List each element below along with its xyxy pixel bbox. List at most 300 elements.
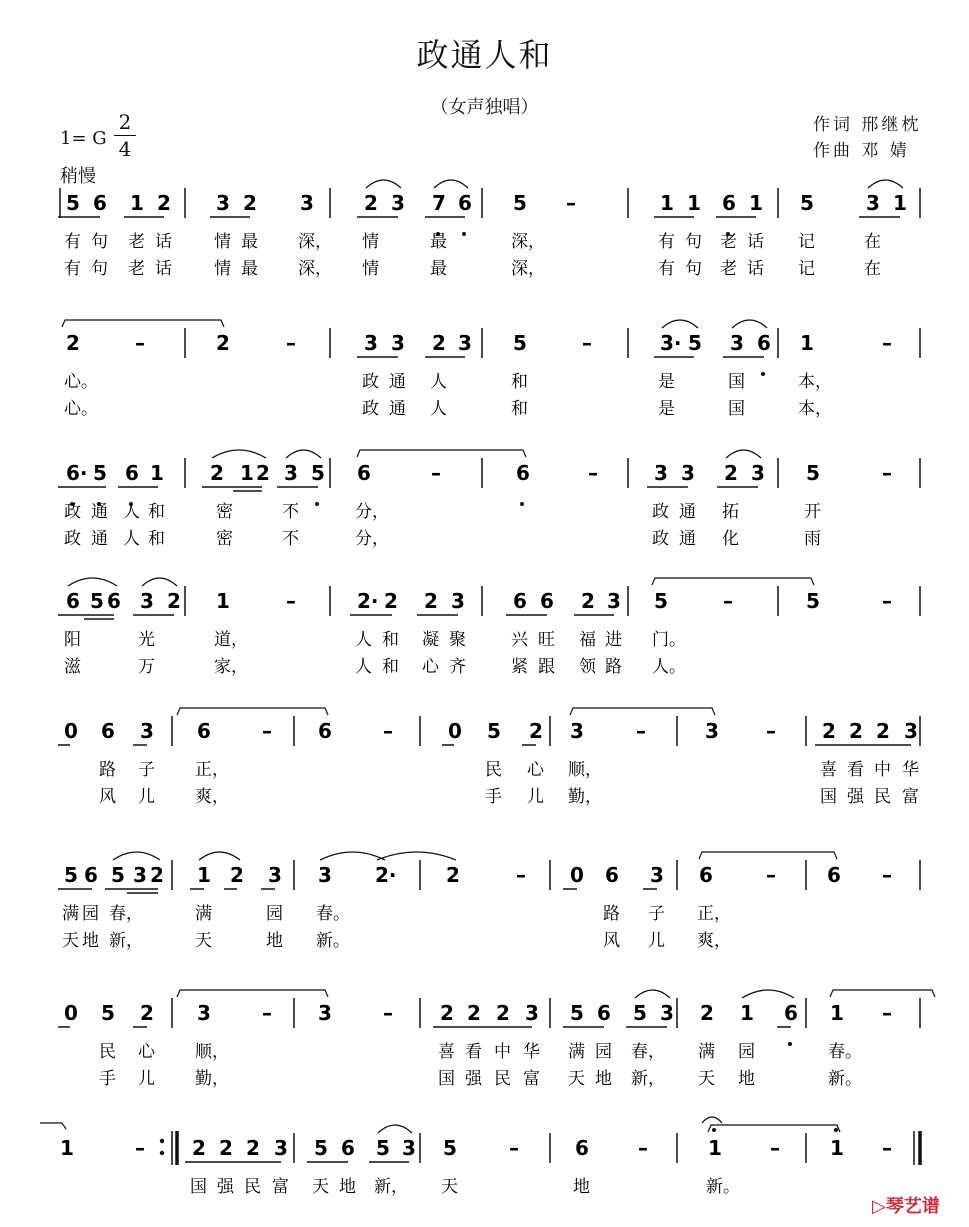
note: 2 (384, 589, 398, 613)
repeat-dot (160, 1151, 164, 1155)
note: 6 (458, 191, 472, 215)
lyric-verse-1: 本， (798, 372, 832, 392)
key-signature: 1= G (60, 128, 107, 149)
note: – (882, 1136, 892, 1160)
note: 2 (150, 863, 164, 887)
lyric-verse-2: 地 (738, 1069, 755, 1089)
note: – (582, 331, 592, 355)
lyric-verse-2: 国 (820, 787, 837, 807)
lyric-verse-2: 民 (874, 787, 891, 807)
lyric-verse-1: 人 (430, 372, 447, 392)
lyric-verse-1: 兴 (511, 630, 528, 650)
lyric-verse-2: 人 (123, 529, 140, 549)
lyric-verse-1: 道， (214, 630, 248, 650)
lyric-verse-2: 记 (798, 259, 815, 279)
lyric-verse-1: 进 (605, 630, 622, 650)
lyric-verse-2: 儿 (138, 1069, 155, 1089)
lyric-verse-1: 政 (652, 502, 669, 522)
lyric-verse-1: 满 (568, 1042, 585, 1062)
lyric-verse-2: 天 (698, 1069, 715, 1089)
lyric-verse-2: 国 (728, 399, 745, 419)
lyric-verse-1: 通 (679, 502, 696, 522)
note: 6 (341, 1136, 355, 1160)
slur (868, 180, 903, 188)
logo-icon: ▷ (872, 1196, 886, 1217)
lyric-verse-2: 在 (864, 259, 881, 279)
note: 6 (784, 1001, 798, 1025)
lyric-verse-2: 爽， (697, 931, 731, 951)
lyric-verse-2: 句 (685, 259, 702, 279)
lyric-verse-1: 民 (485, 760, 502, 780)
lyric-verse-1: 路 (603, 904, 620, 924)
lyric-verse-1: 最 (241, 232, 258, 252)
lyric-verse-2: 和 (382, 657, 399, 677)
tie (830, 990, 935, 997)
note: 2 (192, 1136, 206, 1160)
lyric-verse-1: 路 (99, 760, 116, 780)
tie (708, 1125, 840, 1132)
lyric-verse-2: 情 (214, 259, 231, 279)
note: 3 (140, 589, 154, 613)
note: 1 (830, 1136, 844, 1160)
lyric-verse-1: 旺 (538, 630, 555, 650)
note: – (135, 1136, 145, 1160)
note: 3 (197, 1001, 211, 1025)
lyric-verse-1: 有 (64, 232, 81, 252)
note: 6 (757, 331, 771, 355)
note: 3 (391, 191, 405, 215)
note: 5 (513, 331, 527, 355)
high-octave-dot (712, 1128, 716, 1132)
slur (742, 990, 794, 998)
note: 2 (243, 191, 257, 215)
song-title: 政通人和 (416, 36, 553, 74)
note: 6 (575, 1136, 589, 1160)
slur (113, 852, 160, 860)
tie (177, 990, 328, 997)
lyric-verse-1: 心 (138, 1042, 155, 1062)
slur (726, 450, 761, 458)
note: 2 (167, 589, 181, 613)
lyric-verse-1: 老 (128, 232, 145, 252)
note: 6 (125, 461, 139, 485)
slur (378, 1125, 412, 1133)
note: 6 (107, 589, 121, 613)
time-signature-bottom: 4 (118, 137, 132, 161)
note: 2 (496, 1001, 510, 1025)
lyric-verse-1: 通 (389, 372, 406, 392)
lyric-verse-1: 喜 (438, 1042, 455, 1062)
lyric-verse-1: 句 (685, 232, 702, 252)
note: 2 (529, 719, 543, 743)
note: 2 (446, 863, 460, 887)
lyric-verse-2: 话 (747, 259, 764, 279)
note: 6 (516, 461, 530, 485)
note: 5 (90, 589, 104, 613)
note: 2 (432, 331, 446, 355)
lyric-verse-1: 满 (62, 904, 79, 924)
note: – (882, 331, 892, 355)
lyric-verse-1: 满 (698, 1042, 715, 1062)
lyric-verse-1: 新， (374, 1177, 408, 1197)
note: 6 (93, 191, 107, 215)
note: – (588, 461, 598, 485)
note: 5 (311, 461, 325, 485)
lyric-verse-2: 通 (91, 529, 108, 549)
note: 1 (150, 461, 164, 485)
note: 3 (274, 1136, 288, 1160)
lyric-verse-1: 园 (266, 904, 283, 924)
lyric-verse-2: 新。 (316, 931, 350, 951)
lyric-verse-2: 本， (798, 399, 832, 419)
note: 1 (687, 191, 701, 215)
lyric-verse-2: 新。 (828, 1069, 862, 1089)
note: 6 (722, 191, 736, 215)
lyric-verse-2: 政 (652, 529, 669, 549)
slur (142, 578, 177, 586)
lyric-verse-2: 情 (362, 259, 379, 279)
site-logo (872, 1192, 940, 1218)
lyric-verse-2: 心。 (64, 399, 98, 419)
note: 1 (216, 589, 230, 613)
note: 5 (376, 1136, 390, 1160)
note: 3 (451, 589, 465, 613)
tie (570, 708, 715, 715)
lyric-verse-1: 是 (658, 372, 675, 392)
high-octave-dot (834, 1128, 838, 1132)
note: 1 (740, 1001, 754, 1025)
note: 1 (240, 461, 254, 485)
lyric-verse-2: 天 (195, 931, 212, 951)
note: 5 (633, 1001, 647, 1025)
note: 5 (570, 1001, 584, 1025)
note: 6· (66, 461, 88, 485)
note: 3· (660, 331, 682, 355)
slur (434, 180, 468, 188)
note: 1 (893, 191, 907, 215)
fermata (702, 1117, 722, 1123)
note: 3 (300, 191, 314, 215)
lyric-verse-1: 中 (874, 760, 891, 780)
lyric-verse-2: 化 (722, 529, 739, 549)
lyric-verse-1: 看 (465, 1042, 482, 1062)
lyric-verse-1: 地 (573, 1177, 590, 1197)
lyric-verse-1: 中 (494, 1042, 511, 1062)
lyric-verse-2: 有 (658, 259, 675, 279)
note: 3 (140, 719, 154, 743)
note: 3 (458, 331, 472, 355)
lyric-verse-1: 天 (312, 1177, 329, 1197)
lyric-verse-1: 老 (720, 232, 737, 252)
note: 5 (654, 589, 668, 613)
slur (732, 320, 767, 328)
note: 3 (318, 1001, 332, 1025)
note: – (135, 331, 145, 355)
lyric-verse-1: 强 (217, 1177, 234, 1197)
note: 6 (101, 719, 115, 743)
note: 2 (849, 719, 863, 743)
lyric-verse-1: 天 (441, 1177, 458, 1197)
note: 5 (101, 1001, 115, 1025)
song-subtitle: （女声独唱） (430, 97, 539, 118)
lyric-verse-2: 和 (511, 399, 528, 419)
note: 3 (284, 461, 298, 485)
note: – (286, 331, 296, 355)
lyric-verse-1: 深， (298, 232, 332, 252)
lyric-verse-1: 拓 (722, 502, 739, 522)
note: 2 (822, 719, 836, 743)
note: 2 (467, 1001, 481, 1025)
lyric-verse-2: 新， (109, 931, 143, 951)
lyric-verse-2: 雨 (804, 529, 821, 549)
note: 2 (216, 331, 230, 355)
note: 0 (64, 719, 78, 743)
note: 2 (210, 461, 224, 485)
note: 5 (93, 461, 107, 485)
lyric-verse-1: 不 (282, 502, 299, 522)
note: – (383, 719, 393, 743)
slur (199, 852, 240, 860)
slur (212, 450, 266, 458)
lyric-verse-2: 话 (155, 259, 172, 279)
lyric-verse-2: 分， (355, 529, 389, 549)
note: 3 (268, 863, 282, 887)
note: 2 (364, 191, 378, 215)
note: – (262, 719, 272, 743)
note: 6 (318, 719, 332, 743)
lyric-verse-1: 句 (91, 232, 108, 252)
tie (62, 320, 224, 327)
low-octave-dot (520, 502, 524, 506)
note: 2 (66, 331, 80, 355)
composer-credit: 作曲 邓 婧 (813, 141, 910, 161)
lyric-verse-2: 老 (128, 259, 145, 279)
note: 2 (230, 863, 244, 887)
lyric-verse-2: 心 (422, 657, 439, 677)
lyric-verse-1: 园 (738, 1042, 755, 1062)
lyric-verse-2: 老 (720, 259, 737, 279)
note: – (383, 1001, 393, 1025)
note: 5 (443, 1136, 457, 1160)
note: 1 (660, 191, 674, 215)
note: 3 (607, 589, 621, 613)
note: – (509, 1136, 519, 1160)
lyric-verse-2: 通 (679, 529, 696, 549)
note: 6 (357, 461, 371, 485)
note: 5 (64, 863, 78, 887)
note: 2 (876, 719, 890, 743)
lyric-verse-1: 人 (355, 630, 372, 650)
lyric-verse-1: 聚 (449, 630, 466, 650)
lyric-verse-2: 地 (82, 931, 99, 951)
note: 2· (357, 589, 379, 613)
note: – (882, 589, 892, 613)
lyric-verse-2: 齐 (449, 657, 466, 677)
low-octave-dot (462, 232, 466, 236)
tie-continuation (40, 1123, 66, 1129)
note: 2 (246, 1136, 260, 1160)
note: 3 (364, 331, 378, 355)
lyric-verse-2: 强 (847, 787, 864, 807)
low-octave-dot (788, 1042, 792, 1046)
lyric-verse-1: 最 (430, 232, 447, 252)
note: – (262, 1001, 272, 1025)
note: – (766, 863, 776, 887)
lyric-verse-2: 家， (214, 657, 248, 677)
lyric-verse-1: 人 (123, 502, 140, 522)
lyric-verse-1: 正， (195, 760, 229, 780)
note: 3 (904, 719, 918, 743)
lyric-verse-2: 人 (430, 399, 447, 419)
lyric-verse-1: 门。 (652, 630, 686, 650)
lyric-verse-2: 万 (138, 657, 155, 677)
note: 6 (66, 589, 80, 613)
lyric-verse-2: 儿 (648, 931, 665, 951)
lyric-verse-2: 地 (266, 931, 283, 951)
lyric-verse-1: 顺， (568, 760, 602, 780)
lyric-verse-2: 民 (494, 1069, 511, 1089)
lyric-verse-2: 密 (216, 529, 233, 549)
tie (652, 578, 814, 585)
note: 0 (448, 719, 462, 743)
note: 1 (708, 1136, 722, 1160)
lyric-verse-2: 爽， (195, 787, 229, 807)
lyric-verse-1: 国 (728, 372, 745, 392)
lyric-verse-2: 国 (438, 1069, 455, 1089)
note: – (882, 461, 892, 485)
note: 3 (318, 863, 332, 887)
lyric-verse-1: 喜 (820, 760, 837, 780)
lyric-verse-2: 不 (282, 529, 299, 549)
note: 0 (570, 863, 584, 887)
note: 6 (513, 589, 527, 613)
lyric-verse-1: 政 (64, 502, 81, 522)
tie (177, 708, 328, 715)
tie (699, 852, 837, 859)
note: 5 (806, 461, 820, 485)
note: 2 (581, 589, 595, 613)
lyric-verse-1: 和 (148, 502, 165, 522)
lyric-verse-1: 地 (339, 1177, 356, 1197)
note: 3 (391, 331, 405, 355)
lyric-verse-1: 在 (864, 232, 881, 252)
lyric-verse-2: 强 (465, 1069, 482, 1089)
lyric-verse-2: 地 (595, 1069, 612, 1089)
lyric-verse-1: 看 (847, 760, 864, 780)
note: 2 (724, 461, 738, 485)
note: 6 (605, 863, 619, 887)
lyric-verse-2: 句 (91, 259, 108, 279)
lyric-verse-2: 天 (62, 931, 79, 951)
lyric-verse-2: 勤， (195, 1069, 229, 1089)
lyric-verse-1: 话 (155, 232, 172, 252)
note: – (286, 589, 296, 613)
note: 5 (806, 589, 820, 613)
note: 6 (699, 863, 713, 887)
lyric-verse-1: 阳 (64, 630, 81, 650)
note: 3 (681, 461, 695, 485)
note: 2 (424, 589, 438, 613)
lyric-verse-2: 富 (902, 787, 919, 807)
note: 5 (314, 1136, 328, 1160)
lyric-verse-2: 人。 (652, 657, 686, 677)
note: 3 (216, 191, 230, 215)
note: 6 (84, 863, 98, 887)
lyric-verse-1: 深， (511, 232, 545, 252)
lyric-verse-2: 路 (605, 657, 622, 677)
lyric-verse-2: 有 (64, 259, 81, 279)
note: – (431, 461, 441, 485)
note: 5 (513, 191, 527, 215)
lyric-verse-2: 最 (241, 259, 258, 279)
lyric-verse-2: 风 (603, 931, 620, 951)
time-signature-top: 2 (118, 110, 132, 134)
lyric-verse-1: 春， (631, 1042, 665, 1062)
note: 3 (705, 719, 719, 743)
note: 6 (827, 863, 841, 887)
lyric-verse-1: 春。 (828, 1042, 862, 1062)
tie (357, 450, 526, 457)
note: 1 (830, 1001, 844, 1025)
note: 1 (60, 1136, 74, 1160)
lyric-verse-1: 华 (523, 1042, 540, 1062)
note: – (882, 1001, 892, 1025)
lyric-verse-2: 天 (568, 1069, 585, 1089)
note: 1 (800, 331, 814, 355)
note: 3 (402, 1136, 416, 1160)
slur (320, 852, 385, 860)
note: 6 (197, 719, 211, 743)
note: 3 (751, 461, 765, 485)
lyric-verse-1: 光 (138, 630, 155, 650)
lyric-verse-2: 勤， (568, 787, 602, 807)
lyric-verse-1: 和 (382, 630, 399, 650)
lyric-verse-2: 风 (99, 787, 116, 807)
low-octave-dot (315, 502, 319, 506)
note: – (723, 589, 733, 613)
lyric-verse-2: 儿 (138, 787, 155, 807)
slur (366, 180, 401, 188)
lyric-verse-2: 儿 (527, 787, 544, 807)
lyric-verse-1: 园 (595, 1042, 612, 1062)
lyricist-credit: 作词 邢继枕 (813, 115, 922, 135)
lyric-verse-2: 通 (389, 399, 406, 419)
note: 3 (730, 331, 744, 355)
note: 2 (219, 1136, 233, 1160)
lyric-verse-1: 春。 (316, 904, 350, 924)
lyric-verse-2: 跟 (538, 657, 555, 677)
slur (286, 450, 321, 458)
lyric-verse-1: 子 (138, 760, 155, 780)
lyric-verse-1: 国 (190, 1177, 207, 1197)
lyric-verse-2: 政 (362, 399, 379, 419)
note: 2 (256, 461, 270, 485)
lyric-verse-1: 政 (362, 372, 379, 392)
note: – (636, 719, 646, 743)
lyric-verse-1: 心 (527, 760, 544, 780)
note: 6 (540, 589, 554, 613)
lyric-verse-1: 福 (579, 630, 596, 650)
lyric-verse-2: 手 (485, 787, 502, 807)
lyric-verse-1: 开 (804, 502, 821, 522)
lyric-verse-1: 有 (658, 232, 675, 252)
lyric-verse-1: 民 (244, 1177, 261, 1197)
lyric-verse-1: 话 (747, 232, 764, 252)
lyric-verse-1: 顺， (195, 1042, 229, 1062)
note: – (516, 863, 526, 887)
lyric-verse-1: 分， (355, 502, 389, 522)
note: – (566, 191, 576, 215)
